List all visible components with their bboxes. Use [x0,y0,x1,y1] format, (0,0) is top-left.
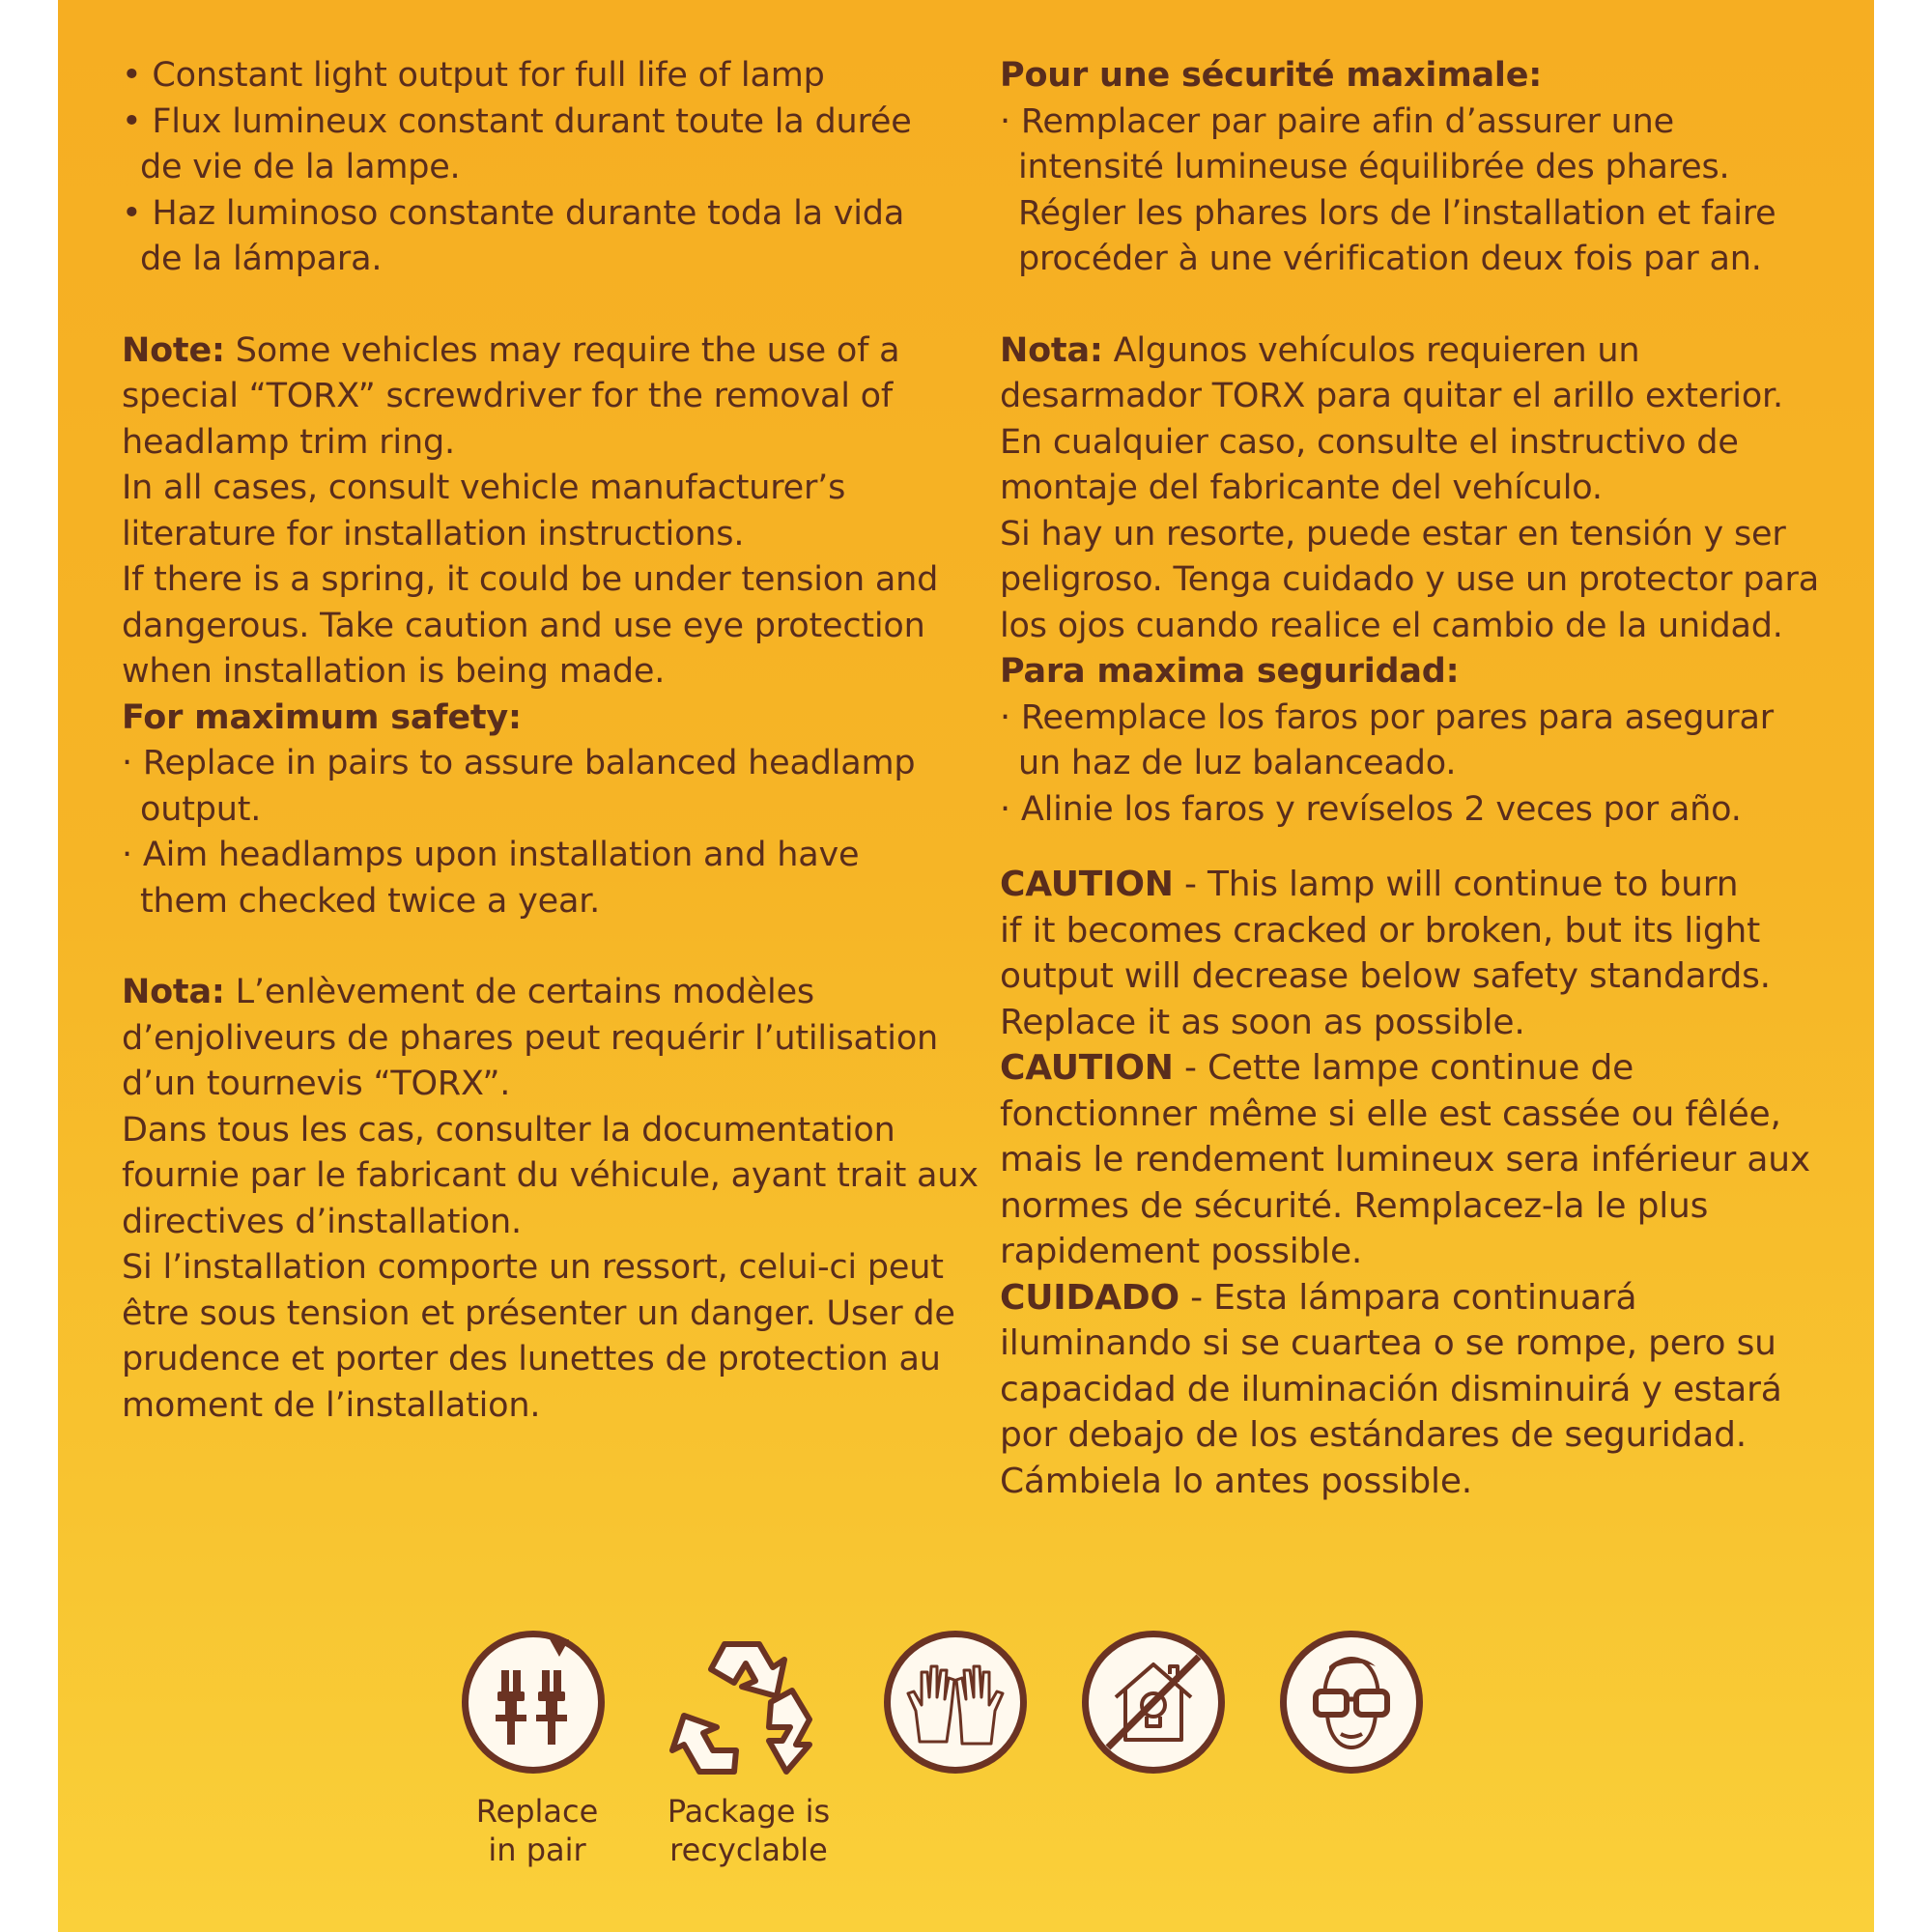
safety-es-line: · Reemplace los faros por pares para asegurar [1000,697,1774,737]
note-fr-line: Si l’installation comporte un ressort, celui-ci peut [122,1248,944,1287]
no-indoor-use-icon [1082,1631,1225,1774]
gloves-icon [884,1631,1027,1774]
safety-fr-line: · Remplacer par paire afin d’assurer une [1000,101,1674,141]
note-fr-line: Nota: L’enlèvement de certains modèles [122,973,814,1011]
note-fr-line: fournie par le fabricant du véhicule, ayant trait aux [122,1156,979,1195]
note-fr-line: moment de l’installation. [122,1385,541,1425]
safety-fr-heading: Pour une sécurité maximale: [1000,56,1543,95]
recycle-icon [665,1627,838,1781]
safety-es-line: · Alinie los faros y revíselos 2 veces por año. [1000,789,1742,829]
safety-en-heading: For maximum safety: [122,697,522,737]
safety-goggles-icon [1280,1631,1423,1774]
safety-en-line: · Aim headlamps upon installation and have [122,836,860,874]
note-es-line: Nota: Algunos vehículos requieren un [1000,330,1640,370]
package-panel [58,0,1874,1932]
left-column [122,53,979,1429]
caution-es-line: iluminando si se cuartea o se rompe, pero su [1000,1323,1776,1363]
caution-es-line: por debajo de los estándares de seguridad. [1000,1415,1747,1455]
caution-fr-line: rapidement possible. [1000,1232,1363,1271]
caution-en-line: if it becomes cracked or broken, but its light [1000,910,1761,951]
note-es-line: peligroso. Tenga cuidado y use un protector para [1000,560,1819,599]
replace-in-pair-icon [462,1631,605,1774]
bullet-line: • Constant light output for full life of lamp [122,56,825,95]
caution-fr-line: CAUTION - Cette lampe continue de [1000,1048,1634,1088]
note-fr-line: d’enjoliveurs de phares peut requérir l’utilisation [122,1018,939,1058]
note-es-line: los ojos cuando realice el cambio de la unidad. [1000,606,1783,645]
caution-es-line: capacidad de iluminación disminuirá y estará [1000,1369,1782,1409]
caution-en-line: Replace it as soon as possible. [1000,1002,1525,1042]
note-fr-line: directives d’installation. [122,1202,522,1241]
bullet-line: • Haz luminoso constante durante toda la vida [122,193,905,233]
caution-es-line: Cámbiela lo antes possible. [1000,1461,1473,1501]
caution-en-label: CAUTION [1000,865,1174,904]
safety-es-heading: Para maxima seguridad: [1000,652,1460,691]
note-es-line: desarmador TORX para quitar el arillo exterior. [1000,377,1783,415]
note-en-line: Note: Some vehicles may require the use of a [122,330,900,370]
note-es-line: montaje del fabricante del vehículo. [1000,469,1603,507]
note-en-line: headlamp trim ring. [122,422,455,462]
safety-fr-line: Régler les phares lors de l’installation et faire [1018,193,1776,233]
note-en-line: If there is a spring, it could be under tension and [122,560,939,599]
caution-fr-label: CAUTION [1000,1048,1174,1088]
replace-in-pair-caption: Replace in pair [475,1793,599,1868]
bullet-line: de vie de la lampe. [140,148,461,186]
note-es-line: Si hay un resorte, puede estar en tensión y ser [1000,514,1786,554]
note-en-label: Note: [122,330,225,370]
safety-es-line: un haz de luz balanceado. [1018,744,1457,782]
caution-es-line: CUIDADO - Esta lámpara continuará [1000,1277,1637,1318]
note-en-line: dangerous. Take caution and use eye protection [122,606,925,645]
caution-en-line: CAUTION - This lamp will continue to burn [1000,865,1739,904]
safety-fr-line: intensité lumineuse équilibrée des phares. [1018,148,1730,186]
note-en-line: when installation is being made. [122,652,666,691]
note-es-line: En cualquier caso, consulte el instructivo de [1000,422,1739,462]
bullet-line: de la lámpara. [140,240,383,278]
caution-en-line: output will decrease below safety standards. [1000,956,1771,996]
bullet-line: • Flux lumineux constant durant toute la durée [122,101,912,141]
note-fr-line: être sous tension et présenter un danger. User de [122,1293,955,1333]
caution-fr-line: mais le rendement lumineux sera inférieur aux [1000,1140,1810,1179]
recycle-caption: Package is recyclable [667,1793,831,1868]
safety-en-line: output. [140,789,262,829]
note-fr-line: d’un tournevis “TORX”. [122,1065,511,1103]
safety-fr-line: procéder à une vérification deux fois par an. [1018,240,1762,278]
note-fr-line: Dans tous les cas, consulter la documentation [122,1110,895,1150]
note-es-label: Nota: [1000,330,1103,370]
safety-en-line: them checked twice a year. [140,881,601,921]
note-en-line: literature for installation instructions. [122,514,745,554]
safety-en-line: · Replace in pairs to assure balanced headlamp [122,744,916,782]
caution-es-label: CUIDADO [1000,1277,1179,1318]
caution-fr-line: normes de sécurité. Remplacez-la le plus [1000,1185,1709,1226]
note-en-line: In all cases, consult vehicle manufacturer’s [122,469,846,507]
note-en-line: special “TORX” screwdriver for the removal of [122,377,894,415]
note-fr-line: prudence et porter des lunettes de protection au [122,1340,941,1378]
right-column [1000,53,1869,1504]
caution-fr-line: fonctionner même si elle est cassée ou fêlée, [1000,1094,1781,1134]
note-fr-label: Nota: [122,973,225,1011]
